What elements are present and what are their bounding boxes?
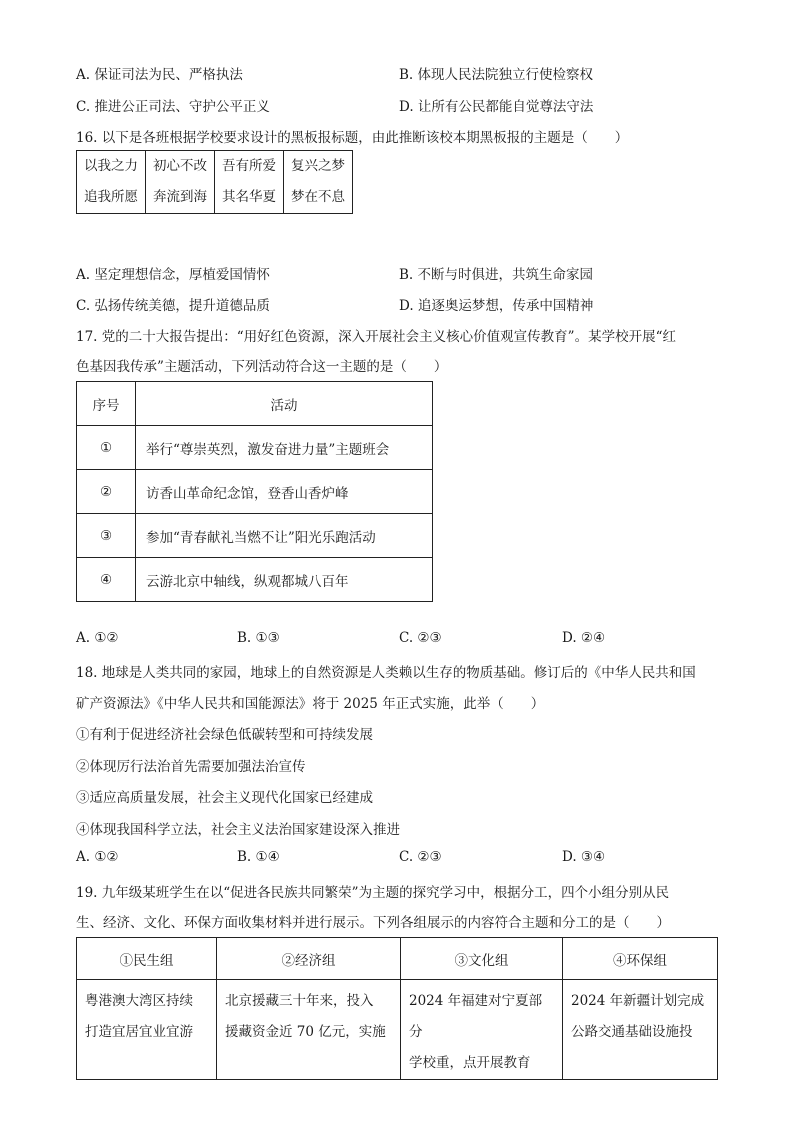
activity-table (76, 381, 433, 602)
q15-option-a: A. 保证司法为民、严格执法 (76, 67, 243, 83)
q16-option-d: D. 追逐奥运梦想，传承中国精神 (399, 298, 594, 314)
group-header-livelihood: ①民生组 (77, 938, 217, 980)
board-title-4: 复兴之梦 梦在不息 (284, 151, 353, 214)
table-row: ② 访香山革命纪念馆，登香山香炉峰 (77, 470, 433, 514)
q18-statement-4: ④体现我国科学立法，社会主义法治国家建设深入推进 (76, 822, 400, 838)
q17-option-d: D. ②④ (562, 630, 606, 646)
group-content-economy: 北京援藏三十年来，投入 援藏资金近 70 亿元，实施 (217, 980, 401, 1080)
group-table (76, 937, 718, 1080)
q18-option-b: B. ①④ (237, 849, 280, 865)
q17-option-c: C. ②③ (399, 630, 442, 646)
q16-option-c: C. 弘扬传统美德，提升道德品质 (76, 298, 270, 314)
group-content-environment: 2024 年新疆计划完成 公路交通基础设施投 (563, 980, 718, 1080)
table-row: ③ 参加“青春献礼当燃不让”阳光乐跑活动 (77, 514, 433, 558)
group-header-culture: ③文化组 (401, 938, 563, 980)
table-row: ① 举行“尊崇英烈，激发奋进力量”主题班会 (77, 426, 433, 470)
q16-stem: 16. 以下是各班根据学校要求设计的黑板报标题，由此推断该校本期黑板报的主题是（ ） (76, 130, 629, 146)
blackboard-title-table (76, 150, 353, 214)
header-no: 序号 (77, 382, 136, 426)
q17-option-b: B. ①③ (237, 630, 280, 646)
group-header-environment: ④环保组 (563, 938, 718, 980)
header-activity: 活动 (136, 382, 433, 426)
q18-option-c: C. ②③ (399, 849, 442, 865)
q19-stem-line1: 19. 九年级某班学生在以“促进各民族共同繁荣”为主题的探究学习中，根据分工，四个小组分别从民 (76, 885, 670, 901)
q18-statement-2: ②体现厉行法治首先需要加强法治宣传 (76, 759, 306, 775)
q17-option-a: A. ①② (76, 630, 119, 646)
group-content-livelihood: 粤港澳大湾区持续 打造宜居宜业宜游 (77, 980, 217, 1080)
q17-stem-line2: 色基因我传承”主题活动，下列活动符合这一主题的是（ ） (76, 359, 448, 375)
q18-stem-line1: 18. 地球是人类共同的家园，地球上的自然资源是人类赖以生存的物质基础。修订后的《中华人民共和国 (76, 665, 696, 681)
group-content-culture: 2024 年福建对宁夏部分 学校重，点开展教育 (401, 980, 563, 1080)
board-title-3: 吾有所爱 其名华夏 (215, 151, 284, 214)
q19-stem-line2: 生、经济、文化、环保方面收集材料并进行展示。下列各组展示的内容符合主题和分工的是（ ） (76, 915, 670, 931)
q16-option-b: B. 不断与时俱进，共筑生命家园 (399, 267, 594, 283)
board-title-2: 初心不改 奔流到海 (146, 151, 215, 214)
group-header-economy: ②经济组 (217, 938, 401, 980)
board-title-1: 以我之力 追我所愿 (77, 151, 146, 214)
q18-statement-3: ③适应高质量发展，社会主义现代化国家已经建成 (76, 790, 373, 806)
q15-option-c: C. 推进公正司法、守护公平正义 (76, 99, 270, 115)
q17-stem-line1: 17. 党的二十大报告提出：“用好红色资源，深入开展社会主义核心价值观宣传教育”。某学校开展“红 (76, 329, 676, 345)
table-row: ④ 云游北京中轴线，纵观都城八百年 (77, 558, 433, 602)
q18-option-d: D. ③④ (562, 849, 606, 865)
q18-statement-1: ①有利于促进经济社会绿色低碳转型和可持续发展 (76, 727, 373, 743)
q15-option-d: D. 让所有公民都能自觉尊法守法 (399, 99, 594, 115)
q18-stem-line2: 矿产资源法》《中华人民共和国能源法》将于 2025 年正式实施，此举（ ） (76, 696, 545, 712)
q16-option-a: A. 坚定理想信念，厚植爱国情怀 (76, 267, 270, 283)
q15-option-b: B. 体现人民法院独立行使检察权 (399, 67, 594, 83)
q18-option-a: A. ①② (76, 849, 119, 865)
